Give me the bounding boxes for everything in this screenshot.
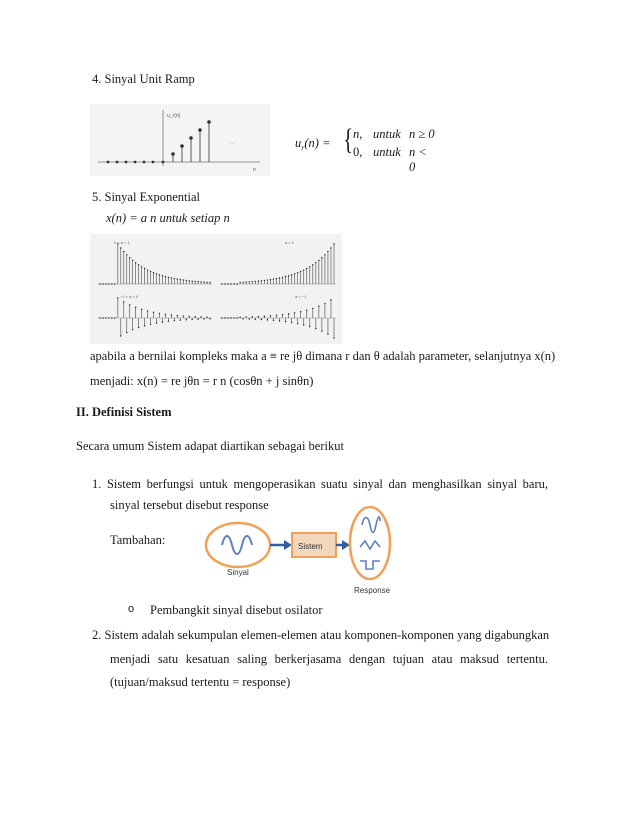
svg-text:n: n — [253, 167, 256, 173]
exp-panel-label-1: 0 < a < 1 — [114, 240, 130, 245]
exp-panel-label-3: −1 < a < 0 — [120, 294, 139, 299]
section-intro: Secara umum Sistem adapat diartikan sebagai berikut — [76, 439, 344, 453]
input-signal-node — [206, 523, 270, 577]
formula-brace: { — [343, 123, 354, 156]
list-item-2-line1: 2. Sistem adalah sekumpulan elemen-elemen atau komponen-komponen yang digabungkan — [92, 628, 550, 642]
output-wave-icon — [362, 517, 380, 533]
bullet-text: Pembangkit sinyal disebut osilator — [150, 603, 323, 617]
list-item-1-line2: sinyal tersebut disebut response — [110, 498, 269, 512]
exp-heading: 5. Sinyal Exponential — [92, 190, 200, 204]
arrow-input-to-system — [270, 540, 292, 550]
ramp-plot-label: u_r(n) — [167, 113, 181, 119]
exp-panel-label-2: a > 1 — [285, 240, 295, 245]
svg-text:...: ... — [230, 140, 235, 146]
output-response-label: Response — [354, 586, 391, 595]
output-response-node — [350, 507, 391, 595]
ramp-heading: 4. Sinyal Unit Ramp — [92, 72, 195, 86]
list-item-1-line1: 1. Sistem berfungsi untuk mengoperasikan suatu sinyal dan menghasilkan sinyal baru, — [92, 477, 548, 491]
input-signal-label: Sinyal — [227, 568, 249, 577]
section-heading-definisi-sistem: II. Definisi Sistem — [76, 405, 172, 419]
list-item-2-line3: (tujuan/maksud tertentu = response) — [110, 675, 291, 689]
arrow-system-to-output — [336, 540, 350, 550]
list-item-2-line2: menjadi satu kesatuan saling berkerjasama dengan tujuan atau maksud tertentu. — [110, 652, 548, 666]
tambahan-label: Tambahan: — [110, 533, 166, 547]
exponential-plots — [90, 234, 342, 344]
exp-panel-label-4: a < −1 — [295, 294, 307, 299]
system-box-label: Sistem — [298, 542, 323, 551]
system-diagram — [200, 505, 410, 597]
exp-formula: x(n) = a n untuk setiap n — [106, 211, 230, 225]
complex-para-line2: menjadi: x(n) = re jθn = r n (cosθn + j sinθn) — [90, 374, 314, 388]
output-triangle-wave-icon — [360, 541, 380, 549]
output-square-wave-icon — [360, 561, 380, 569]
ramp-formula: $u_r(n)$ = { n, untuk n ≥ 0 0, untuk n < 0 — [295, 123, 435, 174]
ramp-formula-lhs: $u_r(n)$ = — [295, 136, 331, 153]
input-wave-icon — [222, 536, 252, 554]
system-box — [292, 533, 336, 557]
complex-para-line1: apabila a bernilai kompleks maka a ≡ re jθ dimana r dan θ adalah parameter, selanjutnya x(n) — [90, 349, 556, 363]
unit-ramp-plot — [90, 104, 270, 176]
bullet-marker: o — [128, 603, 135, 615]
